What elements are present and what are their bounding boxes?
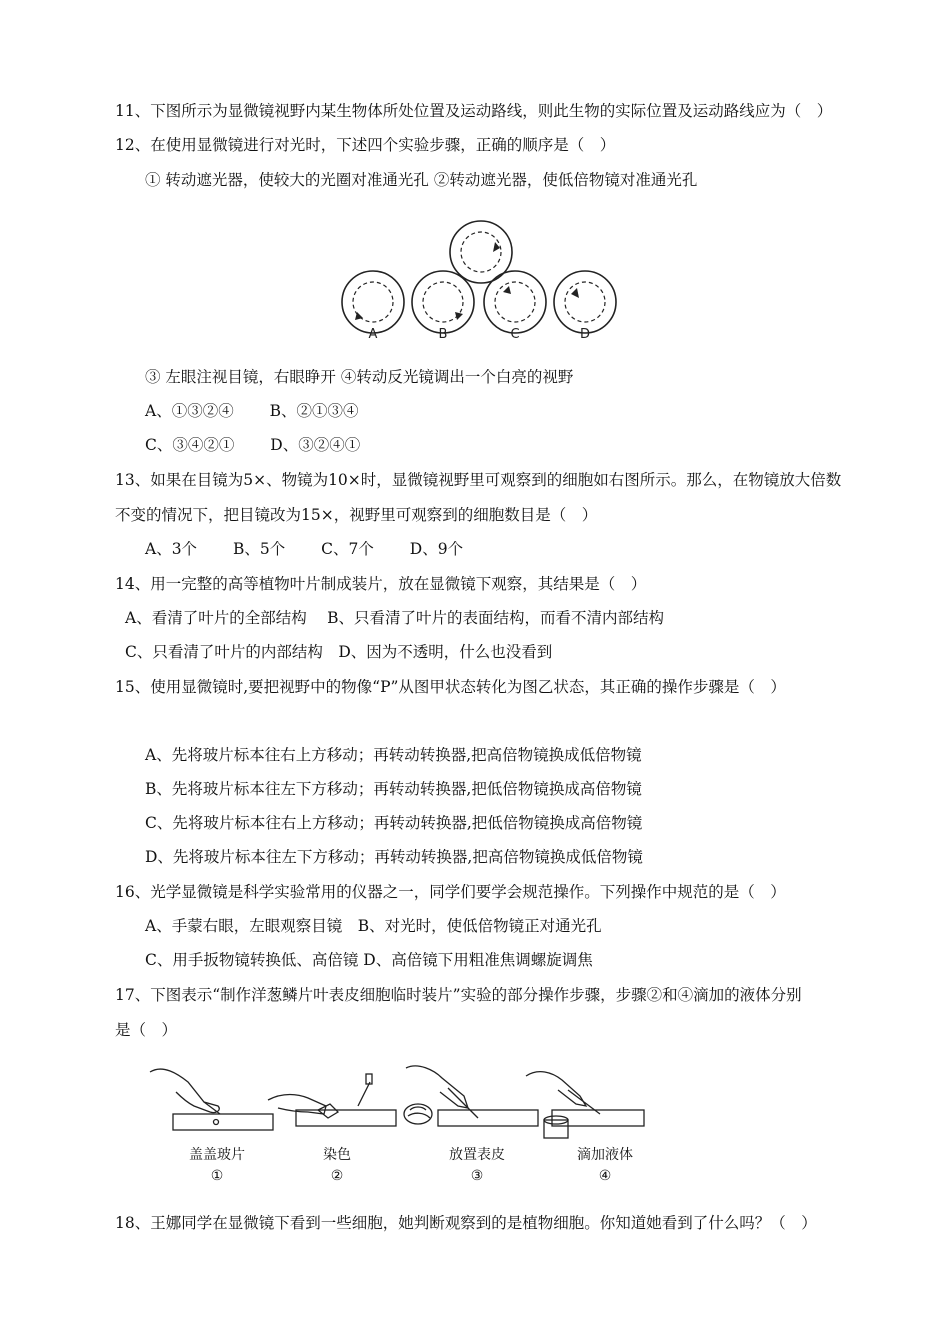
q15-option-b: B、先将玻片标本往左下方移动；再转动转换器,把低倍物镜换成高倍物镜: [145, 780, 642, 798]
field-b: [412, 271, 474, 333]
q15-stem: 15、使用显微镜时,要把视野中的物像“P”从图甲状态转化为图乙状态，其正确的操作步骤是（ ）: [115, 678, 786, 696]
q16-options-cd: C、用手扳物镜转换低、高倍镜 D、高倍镜下用粗准焦调螺旋调焦: [145, 951, 593, 969]
step1-sketch: [150, 1069, 273, 1130]
q14-options-cd: C、只看清了叶片的内部结构 D、因为不透明，什么也没看到: [125, 643, 553, 661]
step3-number: ③: [470, 1168, 484, 1184]
q17-stem-line1: 17、下图表示“制作洋葱鳞片叶表皮细胞临时装片”实验的部分操作步骤，步骤②和④滴加的液体分别: [115, 986, 802, 1004]
step2-label: 染色: [323, 1147, 351, 1163]
label-a: A: [368, 327, 378, 342]
q15-option-d: D、先将玻片标本往左下方移动；再转动转换器,把高倍物镜换成低倍物镜: [145, 848, 643, 866]
q18-stem: 18、王娜同学在显微镜下看到一些细胞，她判断观察到的是植物细胞。你知道她看到了什么吗？（ ）: [115, 1214, 817, 1232]
q14-stem: 14、用一完整的高等植物叶片制成装片，放在显微镜下观察，其结果是（ ）: [115, 575, 647, 593]
q11-stem: 11、下图所示为显微镜视野内某生物体所处位置及运动路线，则此生物的实际位置及运动路线应为（ ）: [115, 102, 833, 120]
label-b: B: [438, 327, 448, 342]
q12-options-cd: C、③④②① D、③②④①: [145, 436, 361, 454]
slide-preparation-figure: [148, 1062, 648, 1142]
step3-sketch: [404, 1066, 538, 1126]
q13-options: A、3个 B、5个 C、7个 D、9个: [145, 540, 464, 558]
q13-stem-line1: 13、如果在目镜为5×、物镜为10×时，显微镜视野里可观察到的细胞如右图所示。那么，在物镜放大倍数: [115, 471, 842, 489]
step4-label: 滴加液体: [577, 1147, 633, 1163]
q12-stem: 12、在使用显微镜进行对光时，下述四个实验步骤，正确的顺序是（ ）: [115, 136, 616, 154]
step1-number: ①: [210, 1168, 224, 1184]
q15-option-c: C、先将玻片标本往右上方移动；再转动转换器,把低倍物镜换成高倍物镜: [145, 814, 643, 832]
q15-option-a: A、先将玻片标本往右上方移动；再转动转换器,把高倍物镜换成低倍物镜: [145, 746, 642, 764]
label-d: D: [579, 327, 591, 342]
step2-number: ②: [330, 1168, 344, 1184]
field-c: [484, 271, 546, 333]
q12-steps-1-2: ① 转动遮光器，使较大的光圈对准通光孔 ②转动遮光器，使低倍物镜对准通光孔: [145, 171, 698, 189]
q17-stem-line2: 是（ ）: [115, 1021, 178, 1039]
q13-stem-line2: 不变的情况下，把目镜改为15×，视野里可观察到的细胞数目是（ ）: [115, 506, 598, 524]
q16-stem: 16、光学显微镜是科学实验常用的仪器之一，同学们要学会规范操作。下列操作中规范的是（ ）: [115, 883, 786, 901]
field-d: [554, 271, 616, 333]
q16-options-ab: A、手蒙右眼，左眼观察目镜 B、对光时，使低倍物镜正对通光孔: [145, 917, 602, 935]
q12-steps-3-4: ③ 左眼注视目镜，右眼睁开 ④转动反光镜调出一个白亮的视野: [145, 368, 574, 386]
q12-options-ab: A、①③②④ B、②①③④: [145, 402, 359, 420]
step1-label: 盖盖玻片: [189, 1147, 245, 1163]
microscope-fields-figure: [335, 212, 635, 342]
step4-number: ④: [598, 1168, 612, 1184]
step2-sketch: [268, 1074, 396, 1126]
q14-options-ab: A、看清了叶片的全部结构 B、只看清了叶片的表面结构，而看不清内部结构: [125, 609, 665, 627]
step4-sketch: [526, 1072, 644, 1138]
step3-label: 放置表皮: [449, 1147, 505, 1163]
label-c: C: [510, 327, 520, 342]
field-a: [342, 271, 404, 333]
